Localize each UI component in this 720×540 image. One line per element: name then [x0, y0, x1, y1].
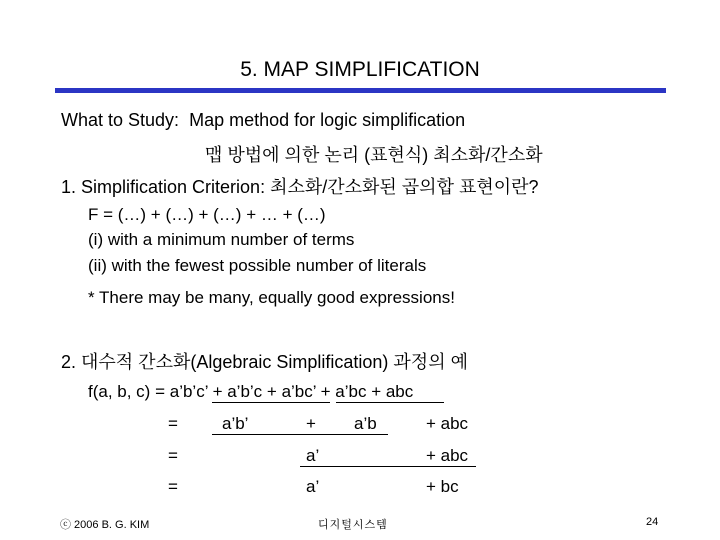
- line2-term-2: a’b: [354, 414, 377, 433]
- study-text: Map method for logic simplification: [189, 110, 466, 130]
- footer-course: 디지털시스템: [318, 519, 388, 531]
- underline-pair-1: [212, 402, 330, 403]
- study-line: [61, 110, 465, 131]
- title-rule: [55, 88, 666, 93]
- criterion-item-2: (ii) with the fewest possible number of literals: [88, 256, 427, 275]
- equals-3: =: [168, 446, 178, 465]
- expr-plus: +: [207, 382, 228, 401]
- slide-title: 5. MAP SIMPLIFICATION: [240, 58, 480, 81]
- criterion-heading: 1. Simplification Criterion: 최소화/간소화된 곱의합 표현이란?: [61, 177, 539, 197]
- expr-line-1: [88, 382, 413, 402]
- line3-term-2: + abc: [426, 446, 469, 465]
- expr-term-2: a’b’c: [227, 382, 263, 401]
- algebraic-heading: 2. 대수적 간소화(Algebraic Simplification) 과정의 예: [61, 352, 468, 372]
- study-korean: 맵 방법에 의한 논리 (표현식) 최소화/간소화: [205, 145, 543, 165]
- line2-term-3: + abc: [426, 414, 469, 433]
- line2-plus: +: [306, 414, 316, 433]
- expr-plus: +: [315, 382, 336, 401]
- line2-term-1: a’b’: [222, 414, 249, 433]
- criterion-note: * There may be many, equally good expressions!: [88, 288, 455, 307]
- expr-lhs: f(a, b, c) =: [88, 382, 170, 401]
- underline-pair-2: [336, 402, 444, 403]
- expr-term-1: a’b’c’: [169, 382, 208, 401]
- criterion-formula: F = (…) + (…) + (…) + … + (…): [88, 205, 326, 224]
- expr-plus: +: [262, 382, 282, 401]
- underline-line-2: [212, 434, 388, 435]
- underline-line-3: [300, 466, 476, 467]
- expr-term-3: a’bc’: [281, 382, 316, 401]
- equals-2: =: [168, 414, 178, 433]
- study-label: What to Study:: [61, 110, 180, 130]
- page-number: 24: [646, 516, 659, 528]
- expr-term-5: + abc: [366, 382, 414, 401]
- line4-term-2: + bc: [426, 477, 459, 496]
- equals-4: =: [168, 477, 178, 496]
- line3-term-1: a’: [306, 446, 320, 465]
- expr-term-4: a’bc: [335, 382, 367, 401]
- footer-copyright: ⓒ 2006 B. G. KIM: [60, 519, 150, 531]
- line4-term-1: a’: [306, 477, 320, 496]
- criterion-item-1: (i) with a minimum number of terms: [88, 230, 355, 249]
